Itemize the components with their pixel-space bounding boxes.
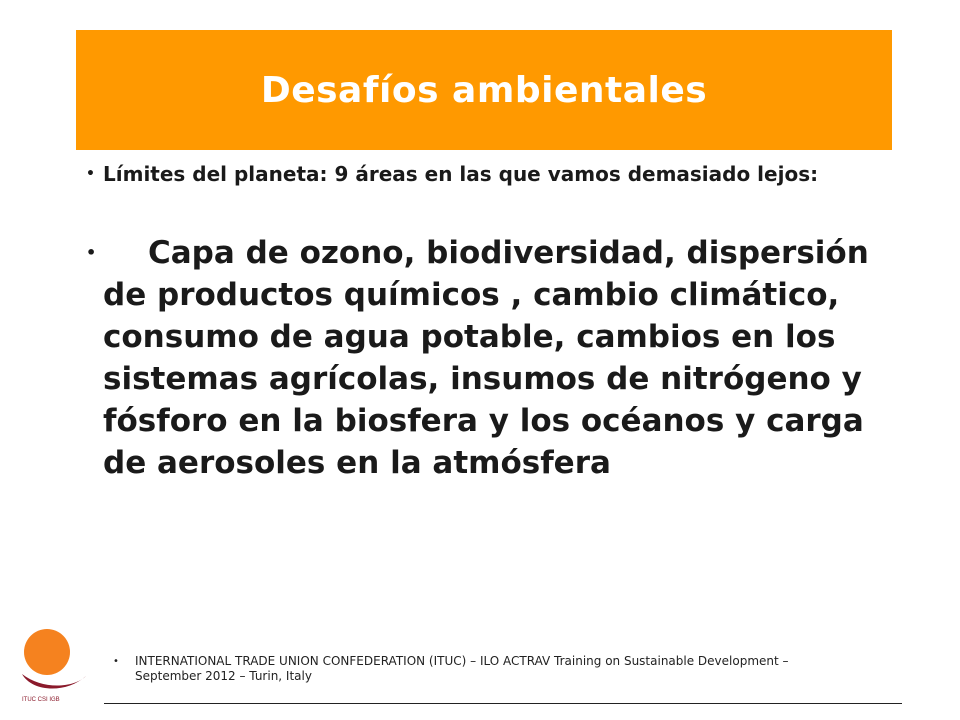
logo-label: ITUC CSI IGB [22, 697, 60, 703]
logo-circle [24, 629, 70, 675]
bullet-areas-list-content: Capa de ozono, biodiversidad, dispersión de productos químicos , cambio climático, consumo de agua potable, cambios en los sistemas agrícolas, insumos de nitrógeno y fósforo en la biosfera y los océanos y carga de aerosoles en la atmósfera [103, 235, 869, 481]
logo-swoosh [22, 674, 86, 689]
bullet-planet-limits [86, 155, 886, 194]
slide-title: Desafíos ambientales [260, 69, 708, 111]
footer [113, 654, 813, 684]
footer-text: INTERNATIONAL TRADE UNION CONFEDERATION (ITUC) – ILO ACTRAV Training on Sustainable Development – September 2012 – Turin, Italy [135, 654, 789, 683]
bullet-areas-list-text [86, 232, 876, 484]
bullet-planet-limits-text: Límites del planeta: 9 áreas en las que vamos demasiado lejos: [103, 162, 819, 186]
footer-divider [104, 703, 902, 704]
bullet-dot-icon: • [86, 166, 95, 182]
bullet-areas-list [86, 232, 876, 484]
title-bar [76, 30, 892, 150]
bullet-dot-icon: • [86, 243, 97, 262]
footer-bullet-icon: • [113, 656, 119, 667]
ituc-logo-icon [18, 626, 94, 704]
